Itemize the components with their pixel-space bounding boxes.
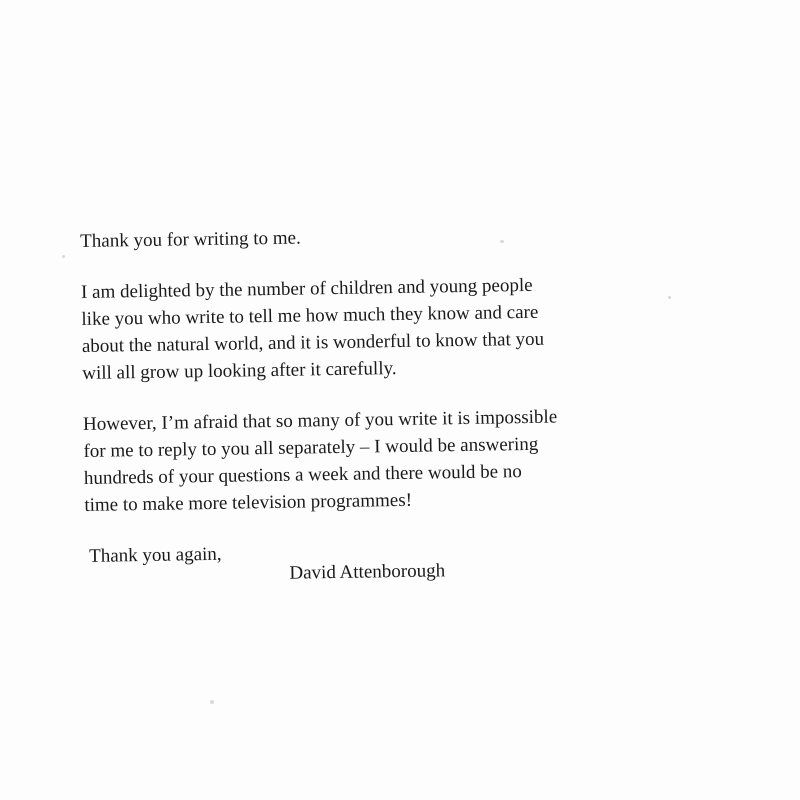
letter-body [80,218,706,599]
paragraph-line: will all grow up looking after it carefully. [82,358,397,384]
paragraph-line: about the natural world, and it is wonderful to know that you [81,328,545,357]
greeting-line: Thank you for writing to me. [80,227,301,252]
greeting-paragraph [80,218,700,255]
paragraph-line: I am delighted by the number of children and young people [80,274,533,303]
closing-line: Thank you again, [88,543,222,567]
scan-speck [62,255,65,258]
paragraph-line: However, I’m afraid that so many of you write it is impossible [82,406,558,435]
paragraph-line: hundreds of your questions a week and there would be no [83,461,522,489]
paragraph-line: time to make more television programmes! [84,489,413,516]
letter-closing [85,533,706,599]
paragraph-line: like you who write to tell me how much they know and care [81,301,539,330]
paragraph-line: for me to reply to you all separately – I would be answering [83,433,539,462]
signature-name: David Attenborough [289,560,446,584]
scan-speck [210,700,214,704]
paragraph-apology [83,401,705,519]
paragraph-delighted [81,269,703,387]
